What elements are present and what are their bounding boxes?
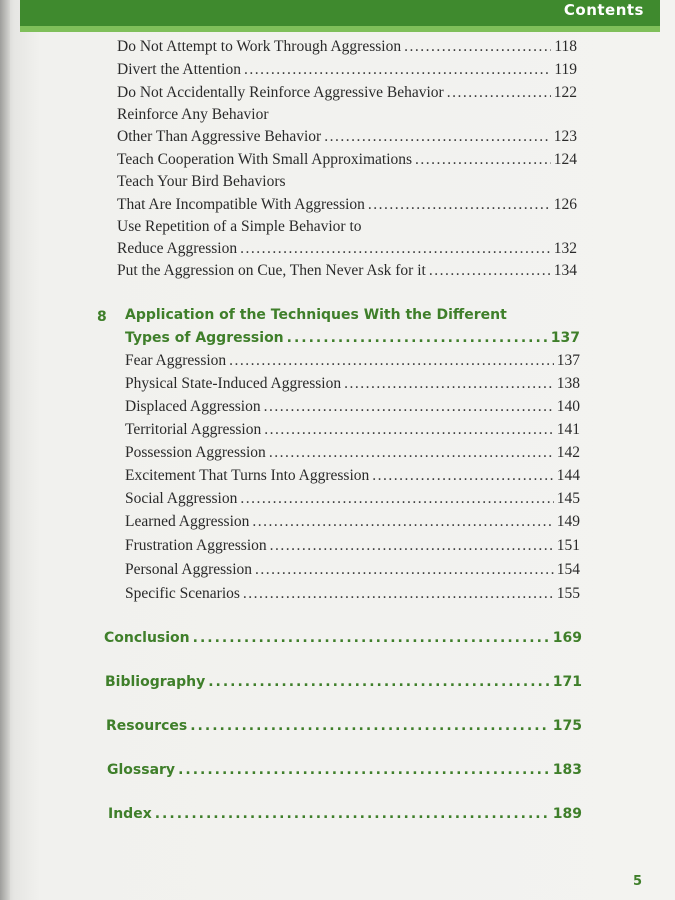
toc-entry bbox=[117, 61, 577, 79]
toc-entry-title: Territorial Aggression bbox=[125, 421, 262, 438]
toc-entry-title: Teach Cooperation With Small Approximations bbox=[117, 151, 413, 168]
page-number: 5 bbox=[633, 874, 643, 889]
toc-leader-dots bbox=[372, 467, 553, 485]
toc-entry bbox=[125, 561, 580, 579]
toc-leader-dots bbox=[324, 128, 551, 146]
toc-entry-title-line: Use Repetition of a Simple Behavior to bbox=[117, 218, 362, 235]
header-bar bbox=[20, 0, 660, 32]
toc-leader-dots bbox=[240, 490, 553, 508]
toc-entry-page: 132 bbox=[553, 240, 577, 257]
toc-entry-title: Specific Scenarios bbox=[125, 585, 240, 602]
toc-leader-dots bbox=[208, 674, 550, 690]
toc-entry-page: 140 bbox=[556, 398, 580, 415]
page-title: Contents bbox=[563, 1, 644, 19]
toc-backmatter-entry bbox=[108, 806, 582, 822]
toc-leader-dots bbox=[344, 375, 554, 393]
toc-leader-dots bbox=[244, 61, 551, 79]
toc-entry-title: Glossary bbox=[107, 762, 176, 778]
toc-leader-dots bbox=[368, 196, 551, 214]
toc-leader-dots bbox=[190, 718, 550, 734]
toc-entry-page: 122 bbox=[553, 84, 577, 101]
toc-entry-title: Other Than Aggressive Behavior bbox=[117, 128, 322, 145]
toc-entry bbox=[125, 375, 580, 393]
toc-entry bbox=[125, 537, 580, 555]
toc-leader-dots bbox=[229, 352, 554, 370]
chapter-number: 8 bbox=[97, 309, 107, 325]
toc-backmatter-entry bbox=[105, 674, 582, 690]
toc-entry-page: 149 bbox=[556, 513, 580, 530]
toc-entry-page: 169 bbox=[552, 630, 582, 646]
chapter-heading-entry bbox=[125, 330, 580, 346]
toc-backmatter-entry bbox=[106, 718, 582, 734]
toc-leader-dots bbox=[415, 151, 551, 169]
toc-leader-dots bbox=[264, 398, 554, 416]
toc-entry bbox=[125, 398, 580, 416]
toc-leader-dots bbox=[447, 84, 551, 102]
toc-entry bbox=[117, 84, 577, 102]
chapter-page: 137 bbox=[550, 330, 580, 346]
toc-entry bbox=[117, 128, 577, 146]
toc-leader-dots bbox=[178, 762, 550, 778]
toc-entry-title: Bibliography bbox=[105, 674, 206, 690]
toc-entry-page: 126 bbox=[553, 196, 577, 213]
toc-backmatter-entry bbox=[104, 630, 582, 646]
toc-entry-title: Learned Aggression bbox=[125, 513, 250, 530]
toc-entry-title: Excitement That Turns Into Aggression bbox=[125, 467, 370, 484]
toc-entry-title: Reduce Aggression bbox=[117, 240, 238, 257]
toc-entry bbox=[117, 38, 577, 56]
toc-entry-title: Put the Aggression on Cue, Then Never Ask for it bbox=[117, 262, 426, 279]
toc-leader-dots bbox=[269, 444, 554, 462]
toc-leader-dots bbox=[240, 240, 551, 258]
toc-entry-title: Personal Aggression bbox=[125, 561, 253, 578]
toc-leader-dots bbox=[255, 561, 554, 579]
toc-entry-title: Do Not Attempt to Work Through Aggression bbox=[117, 38, 402, 55]
toc-entry-title: Social Aggression bbox=[125, 490, 238, 507]
toc-entry bbox=[125, 421, 580, 439]
toc-leader-dots bbox=[264, 421, 554, 439]
toc-entry-page: 171 bbox=[552, 674, 582, 690]
toc-entry bbox=[125, 585, 580, 603]
toc-entry-title: Resources bbox=[106, 718, 188, 734]
toc-entry-page: 119 bbox=[554, 61, 577, 78]
toc-entry bbox=[125, 513, 580, 531]
toc-entry-page: 134 bbox=[553, 262, 577, 279]
toc-entry-page: 123 bbox=[553, 128, 577, 145]
toc-backmatter-entry bbox=[107, 762, 582, 778]
toc-entry-title: Conclusion bbox=[104, 630, 190, 646]
book-gutter-shadow bbox=[0, 0, 10, 900]
toc-entry bbox=[117, 151, 577, 169]
toc-entry-title-line: Reinforce Any Behavior bbox=[117, 106, 269, 123]
toc-entry-title: Frustration Aggression bbox=[125, 537, 267, 554]
toc-entry-page: 118 bbox=[554, 38, 577, 55]
toc-entry bbox=[117, 240, 577, 258]
toc-entry bbox=[117, 262, 577, 280]
toc-entry-page: 141 bbox=[556, 421, 580, 438]
toc-leader-dots bbox=[287, 330, 548, 346]
chapter-title-line2: Types of Aggression bbox=[125, 330, 284, 346]
toc-entry bbox=[117, 196, 577, 214]
toc-entry-page: 189 bbox=[552, 806, 582, 822]
toc-entry-page: 151 bbox=[556, 537, 580, 554]
toc-leader-dots bbox=[252, 513, 553, 531]
toc-leader-dots bbox=[155, 806, 550, 822]
toc-entry-page: 138 bbox=[556, 375, 580, 392]
toc-entry-title: Divert the Attention bbox=[117, 61, 241, 78]
toc-entry bbox=[125, 444, 580, 462]
toc-entry-title: Index bbox=[108, 806, 152, 822]
toc-entry-page: 145 bbox=[556, 490, 580, 507]
toc-entry-title-line: Teach Your Bird Behaviors bbox=[117, 173, 286, 190]
toc-entry-page: 175 bbox=[552, 718, 582, 734]
toc-entry-title: Possession Aggression bbox=[125, 444, 266, 461]
toc-entry-title: Displaced Aggression bbox=[125, 398, 261, 415]
toc-leader-dots bbox=[404, 38, 551, 56]
toc-entry-title: Fear Aggression bbox=[125, 352, 227, 369]
toc-entry-page: 142 bbox=[556, 444, 580, 461]
toc-entry-page: 183 bbox=[552, 762, 582, 778]
toc-entry bbox=[125, 490, 580, 508]
toc-entry-page: 144 bbox=[556, 467, 580, 484]
toc-leader-dots bbox=[270, 537, 554, 555]
toc-leader-dots bbox=[193, 630, 550, 646]
toc-entry-title: Physical State-Induced Aggression bbox=[125, 375, 342, 392]
toc-entry bbox=[125, 467, 580, 485]
toc-leader-dots bbox=[429, 262, 551, 280]
toc-entry-page: 155 bbox=[556, 585, 580, 602]
toc-entry-title: That Are Incompatible With Aggression bbox=[117, 196, 365, 213]
toc-entry-page: 154 bbox=[556, 561, 580, 578]
toc-entry-page: 137 bbox=[556, 352, 580, 369]
toc-entry-page: 124 bbox=[553, 151, 577, 168]
chapter-title-line1: Application of the Techniques With the Different bbox=[125, 307, 507, 323]
toc-leader-dots bbox=[243, 585, 554, 603]
toc-entry bbox=[125, 352, 580, 370]
toc-entry-title: Do Not Accidentally Reinforce Aggressive Behavior bbox=[117, 84, 444, 101]
